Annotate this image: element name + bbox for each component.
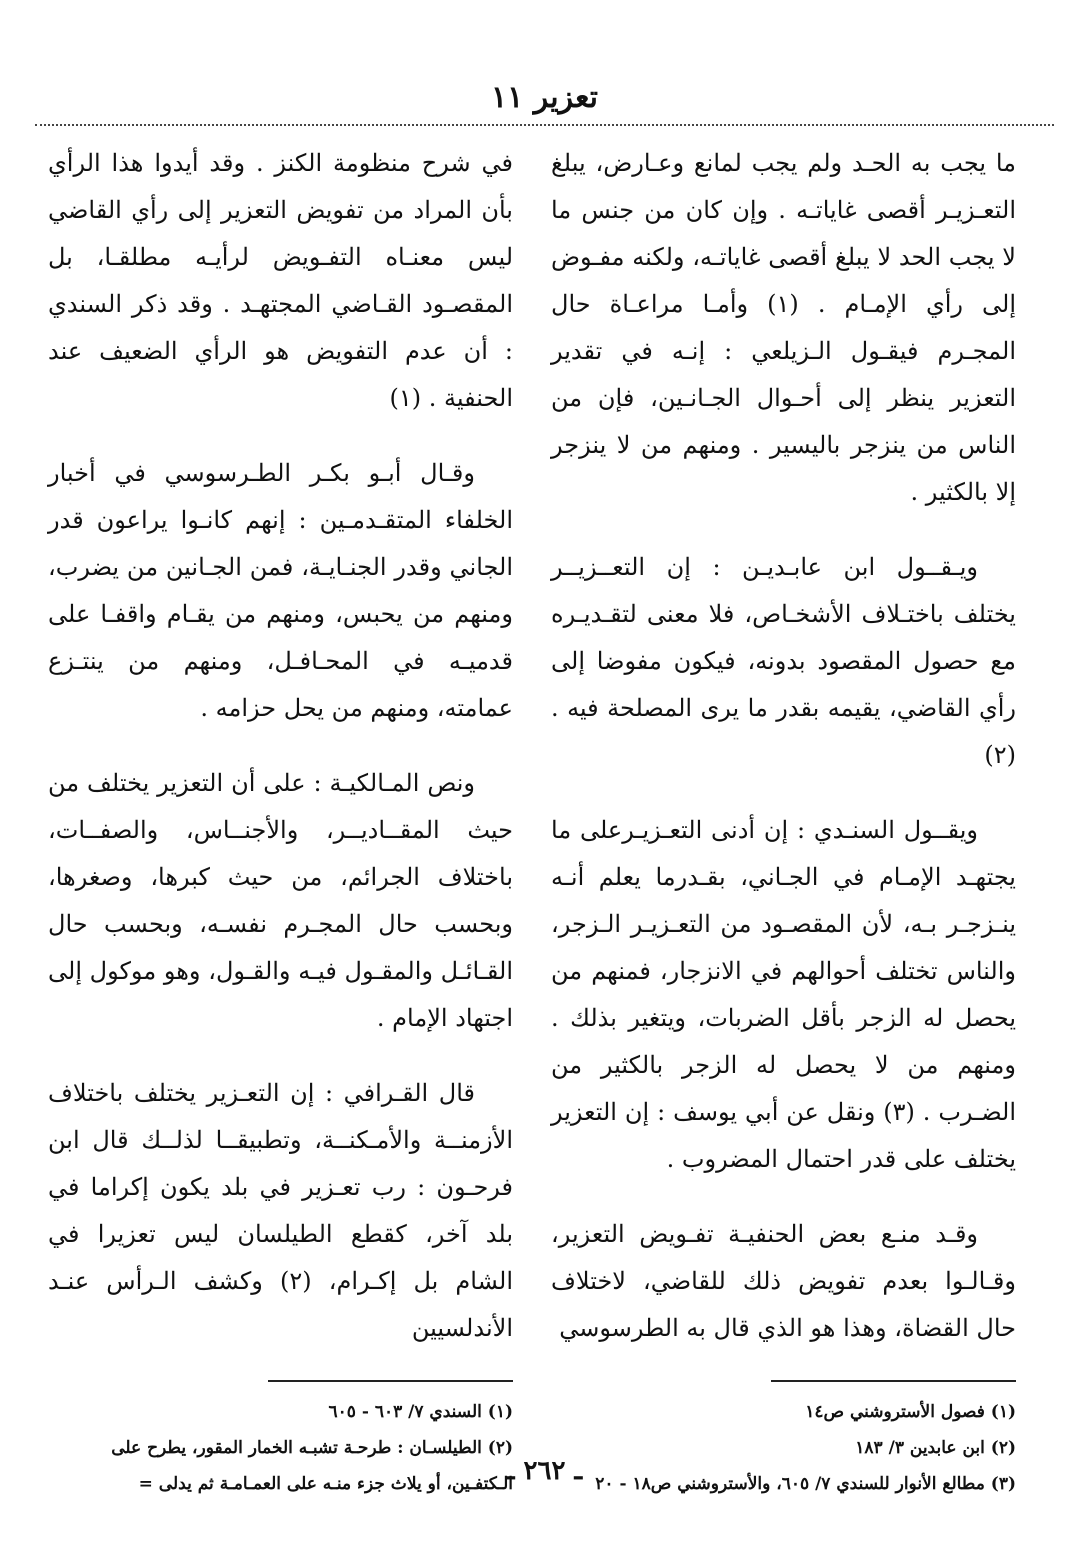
paragraph: وقـال أبـو بكـر الطـرسوسي في أخبار الخلفاء المتقـدمـين : إنهم كانـوا يراعون قدر الجاني وقدر الجنـايـة، فمن الجـانين من يضرب، ومنهم من يحبس، ومنهم من يقـام واقفـا على قدميـه في المحـافـل، ومنهم من ينتـزع عمامته، ومنهم من يحل حزامه .: [48, 459, 513, 722]
footnote: (١) فصول الأستروشني ص١٤: [805, 1402, 1016, 1422]
paragraph: ما يجب به الحـد ولم يجب لمانع وعـارض، يبلغ التعـزيـر أقصى غاياتـه . وإن كان من جنس ما لا يجب الحد لا يبلغ أقصى غاياتـه، ولكنه مفـوض إلى رأي الإمـام . (١) وأمـا مراعـاة حال المجـرم فيقـول الـزيلعي : إنـه في تقدير التعزير ينظر إلى أحـوال الجـانـين، فإن من الناس من ينزجر باليسير . ومنهم من لا ينزجر إلا بالكثير .: [551, 149, 1017, 506]
footnote-divider: [268, 1380, 513, 1382]
paragraph: ونص المـالكيـة : على أن التعزير يختلف من حيث المقــاديــر، والأجنــاس، والصفــات، باختلاف الجرائم، من حيث كبرها، وصغرها، وبحسب حال المجـرم نفسـه، وبحسب حال القـائـل والمقـول فيـه والقـول، وهو موكول إلى اجتهاد الإمام .: [48, 769, 513, 1032]
page-header: تعزير ١١: [491, 80, 598, 115]
paragraph: ويـقــول ابن عابـديـن : إن التعــزيــر يختلف باختـلاف الأشخـاص، فلا معنى لتقـديـره مع حصول المقصود بدونه، فيكون مفوضا إلى رأي القاضي، يقيمه بقدر ما يرى المصلحة فيه . (٢): [551, 553, 1016, 769]
footnote: (٣) مطالع الأنوار للسندي ٧/ ٦٠٥، والأستروشني ص١٨ - ٢٠: [595, 1474, 1016, 1494]
page-number: ـ ٢٦٢ ـ: [506, 1456, 583, 1486]
paragraph: في شرح منظومة الكنز . وقد أيدوا هذا الرأي بأن المراد من تفويض التعزير إلى رأي القاضي ليس معنـاه التفـويض لرأيـه مطلقـا، بل المقصـود القـاضي المجتهـد . وقد ذكر السندي : أن عدم التفويض هو الرأي الضعيف عند الحنفية . (١): [48, 149, 513, 412]
left-column: [48, 140, 513, 1502]
paragraph: ويقــول السنـدي : إن أدنى التعـزيـرعلى ما يجتهـد الإمـام في الجـاني، بقـدرما يعلم أنـه ينـزجـر بـه، لأن المقصـود من التعـزيـر الـزجر، والناس تختلف أحوالهم في الانزجار، فمنهم من يحصل له الزجر بأقل الضربات، ويتغير بذلك . ومنهم من لا يحصل له الزجر بالكثير من الضـرب . (٣) ونقل عن أبي يوسف : إن التعزير يختلف على قدر احتمال المضروب .: [551, 816, 1016, 1173]
footnote: (٢) الطيلسـان : طرحـة تشبـه الخمار المقور، يطرح على الـكتفـين، أو يلاث جزء منـه على العمـامـة ثم يدلى =: [111, 1438, 513, 1494]
footnote: (٢) ابن عابدين ٣/ ١٨٣: [855, 1438, 1016, 1458]
right-column: [551, 140, 1016, 1502]
footnote: (١) السندي ٧/ ٦٠٣ - ٦٠٥: [328, 1402, 513, 1422]
footnote-divider: [771, 1380, 1016, 1382]
paragraph: وقـد منـع بعض الحنفيـة تفـويض التعزير، وقـالـوا بعدم تفويض ذلك للقاضي، لاختلاف حال القضاة، وهذا هو الذي قال به الطرسوسي: [551, 1220, 1016, 1342]
paragraph: قال القـرافي : إن التعـزير يختلف باختلاف الأزمنــة والأمـكنــة، وتطبيقــا لذلــك قال ابن فرحـون : رب تعـزير في بلد يكون إكراما في بلد آخر، كقطع الطيلسان ليس تعزيرا في الشام بل إكـرام، (٢) وكشف الـرأس عنـد الأندلسيين: [48, 1079, 513, 1342]
header-divider: [35, 124, 1054, 126]
